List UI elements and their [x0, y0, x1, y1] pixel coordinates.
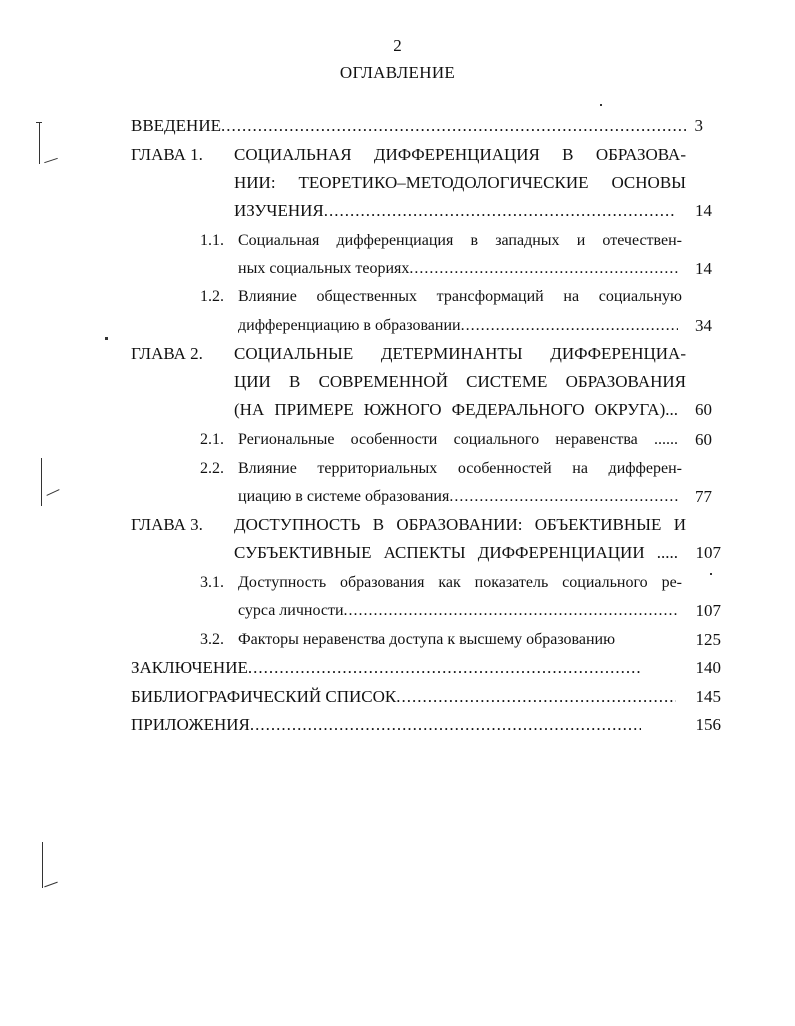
section-title-line: сурса личности — [238, 602, 344, 619]
toc-entry-bibliography[interactable] — [131, 687, 676, 707]
section-title-line[interactable]: Факторы неравенства доступа к высшему образованию — [238, 631, 616, 648]
section-number: 3.2. — [200, 631, 224, 648]
toc-entry-label: ВВЕДЕНИЕ — [131, 116, 221, 135]
section-title-line: ных социальных теориях — [238, 260, 410, 277]
section-title-line[interactable]: Влияние территориальных особенностей на дифферен- — [238, 460, 682, 477]
dot-leader — [449, 487, 678, 507]
toc-entry-label: БИБЛИОГРАФИЧЕСКИЙ СПИСОК — [131, 687, 397, 706]
section-title-line: циацию в системе образования — [238, 488, 450, 505]
section-number: 1.1. — [200, 232, 224, 249]
dot-leader — [248, 658, 641, 678]
toc-page-number: 107 — [695, 601, 721, 620]
dot-leader — [344, 601, 679, 621]
toc-entry-intro[interactable] — [131, 116, 686, 136]
section-title-line[interactable]: Региональные особенности социального неравенства ...... — [238, 431, 678, 448]
chapter-title-line[interactable]: СОЦИАЛЬНАЯ ДИФФЕРЕНЦИАЦИЯ В ОБРАЗОВА- — [234, 145, 686, 164]
section-title-line[interactable]: Доступность образования как показатель социального ре- — [238, 574, 682, 591]
toc-page-number: 3 — [694, 116, 703, 135]
chapter-title-line[interactable]: ЦИИ В СОВРЕМЕННОЙ СИСТЕМЕ ОБРАЗОВАНИЯ — [234, 372, 686, 391]
section-title-line: дифференциацию в образовании — [238, 317, 461, 334]
dot-leader — [221, 116, 686, 136]
dot-leader — [409, 259, 678, 279]
section-number: 3.1. — [200, 574, 224, 591]
toc-page-number: 145 — [695, 687, 721, 706]
page-title: ОГЛАВЛЕНИЕ — [339, 63, 456, 82]
toc-page-number: 14 — [695, 259, 712, 278]
section-number: 1.2. — [200, 288, 224, 305]
dot-leader — [324, 201, 674, 221]
chapter-title-line[interactable]: СУБЪЕКТИВНЫЕ АСПЕКТЫ ДИФФЕРЕНЦИАЦИИ ..... — [234, 543, 678, 562]
chapter-title-line[interactable]: ДОСТУПНОСТЬ В ОБРАЗОВАНИИ: ОБЪЕКТИВНЫЕ И — [234, 515, 686, 534]
section-title-line[interactable]: Влияние общественных трансформаций на социальную — [238, 288, 682, 305]
toc-page-number: 34 — [695, 316, 712, 335]
toc-entry-s12-end[interactable] — [238, 316, 678, 336]
toc-entry-s31-end[interactable] — [238, 601, 678, 621]
toc-page-number: 125 — [695, 630, 721, 649]
page-number: 2 — [393, 36, 402, 55]
section-title-line[interactable]: Социальная дифференциация в западных и отечествен- — [238, 232, 682, 249]
section-number: 2.2. — [200, 460, 224, 477]
chapter-title-line[interactable]: НИИ: ТЕОРЕТИКО–МЕТОДОЛОГИЧЕСКИЕ ОСНОВЫ — [234, 173, 686, 192]
toc-page-number: 60 — [695, 430, 712, 449]
dot-leader — [250, 715, 641, 735]
toc-page-number: 156 — [695, 715, 721, 734]
toc-entry-s11-end[interactable] — [238, 259, 678, 279]
dot-leader — [396, 687, 676, 707]
toc-entry-s22-end[interactable] — [238, 487, 678, 507]
toc-page-number: 14 — [695, 201, 712, 220]
chapter-number: ГЛАВА 1. — [131, 145, 203, 164]
section-number: 2.1. — [200, 431, 224, 448]
chapter-number: ГЛАВА 3. — [131, 515, 203, 534]
toc-entry-ch1-end[interactable] — [234, 201, 674, 221]
toc-entry-label: ПРИЛОЖЕНИЯ — [131, 715, 250, 734]
chapter-title-line[interactable]: (НА ПРИМЕРЕ ЮЖНОГО ФЕДЕРАЛЬНОГО ОКРУГА)... — [234, 400, 678, 419]
toc-page-number: 77 — [695, 487, 712, 506]
toc-entry-conclusion[interactable] — [131, 658, 641, 678]
toc-entry-appendices[interactable] — [131, 715, 641, 735]
toc-page-number: 140 — [695, 658, 721, 677]
dot-leader — [461, 316, 678, 336]
toc-page-number: 60 — [695, 400, 712, 419]
chapter-title-line[interactable]: СОЦИАЛЬНЫЕ ДЕТЕРМИНАНТЫ ДИФФЕРЕНЦИА- — [234, 344, 686, 363]
toc-page-number: 107 — [695, 543, 721, 562]
toc-entry-label: ЗАКЛЮЧЕНИЕ — [131, 658, 248, 677]
chapter-title-line: ИЗУЧЕНИЯ — [234, 201, 324, 220]
chapter-number: ГЛАВА 2. — [131, 344, 203, 363]
